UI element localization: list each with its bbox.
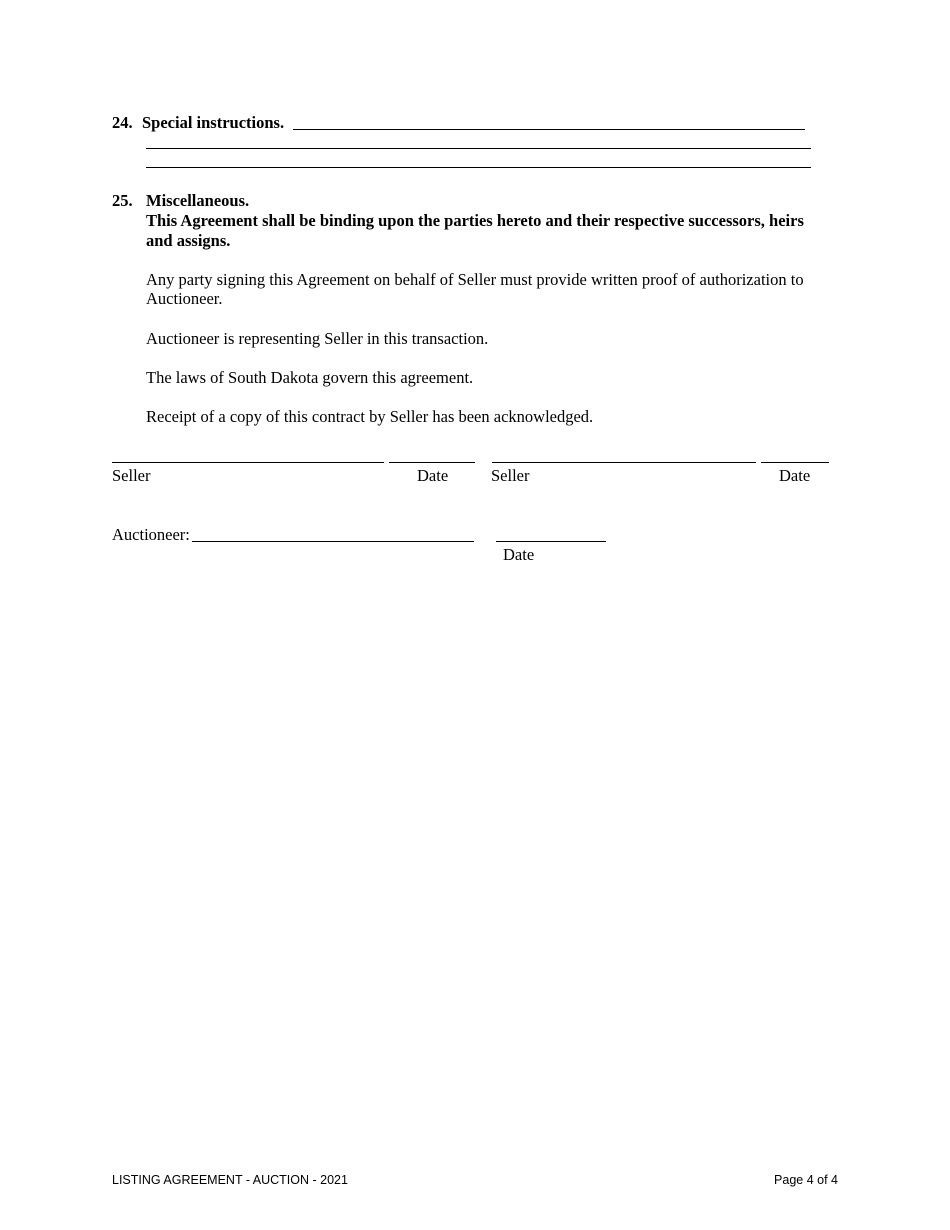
seller-2-signature-line[interactable]	[492, 462, 756, 463]
seller-2-date-label: Date	[779, 466, 811, 485]
auctioneer-date-line[interactable]	[496, 541, 606, 542]
seller-1-signature-line[interactable]	[112, 462, 384, 463]
representing-paragraph: Auctioneer is representing Seller in this transaction.	[146, 329, 489, 348]
footer-page-number: Page 4 of 4	[774, 1173, 838, 1187]
special-instructions-line-1[interactable]	[293, 129, 805, 130]
governing-law-paragraph: The laws of South Dakota govern this agreement.	[146, 368, 474, 387]
section-25-number: 25.	[112, 191, 133, 210]
auctioneer-signature-line[interactable]	[192, 541, 474, 542]
authorization-paragraph-line-1: Any party signing this Agreement on behalf of Seller must provide written proof of authorization to	[146, 270, 804, 289]
seller-1-date-label: Date	[417, 466, 449, 485]
special-instructions-line-2[interactable]	[146, 148, 811, 149]
receipt-paragraph: Receipt of a copy of this contract by Seller has been acknowledged.	[146, 407, 594, 426]
binding-clause-line-1: This Agreement shall be binding upon the parties hereto and their respective successors, heirs	[146, 211, 804, 230]
auctioneer-label: Auctioneer:	[112, 525, 190, 544]
section-24-title: Special instructions.	[142, 113, 285, 132]
seller-2-label: Seller	[491, 466, 530, 485]
binding-clause-line-2: and assigns.	[146, 231, 231, 250]
auctioneer-date-label: Date	[503, 545, 535, 564]
footer-document-title: LISTING AGREEMENT - AUCTION - 2021	[112, 1173, 348, 1187]
seller-1-label: Seller	[112, 466, 151, 485]
authorization-paragraph-line-2: Auctioneer.	[146, 289, 223, 308]
seller-2-date-line[interactable]	[761, 462, 829, 463]
section-24-number: 24.	[112, 113, 133, 132]
special-instructions-line-3[interactable]	[146, 167, 811, 168]
seller-1-date-line[interactable]	[389, 462, 475, 463]
section-25-title: Miscellaneous.	[146, 191, 250, 210]
